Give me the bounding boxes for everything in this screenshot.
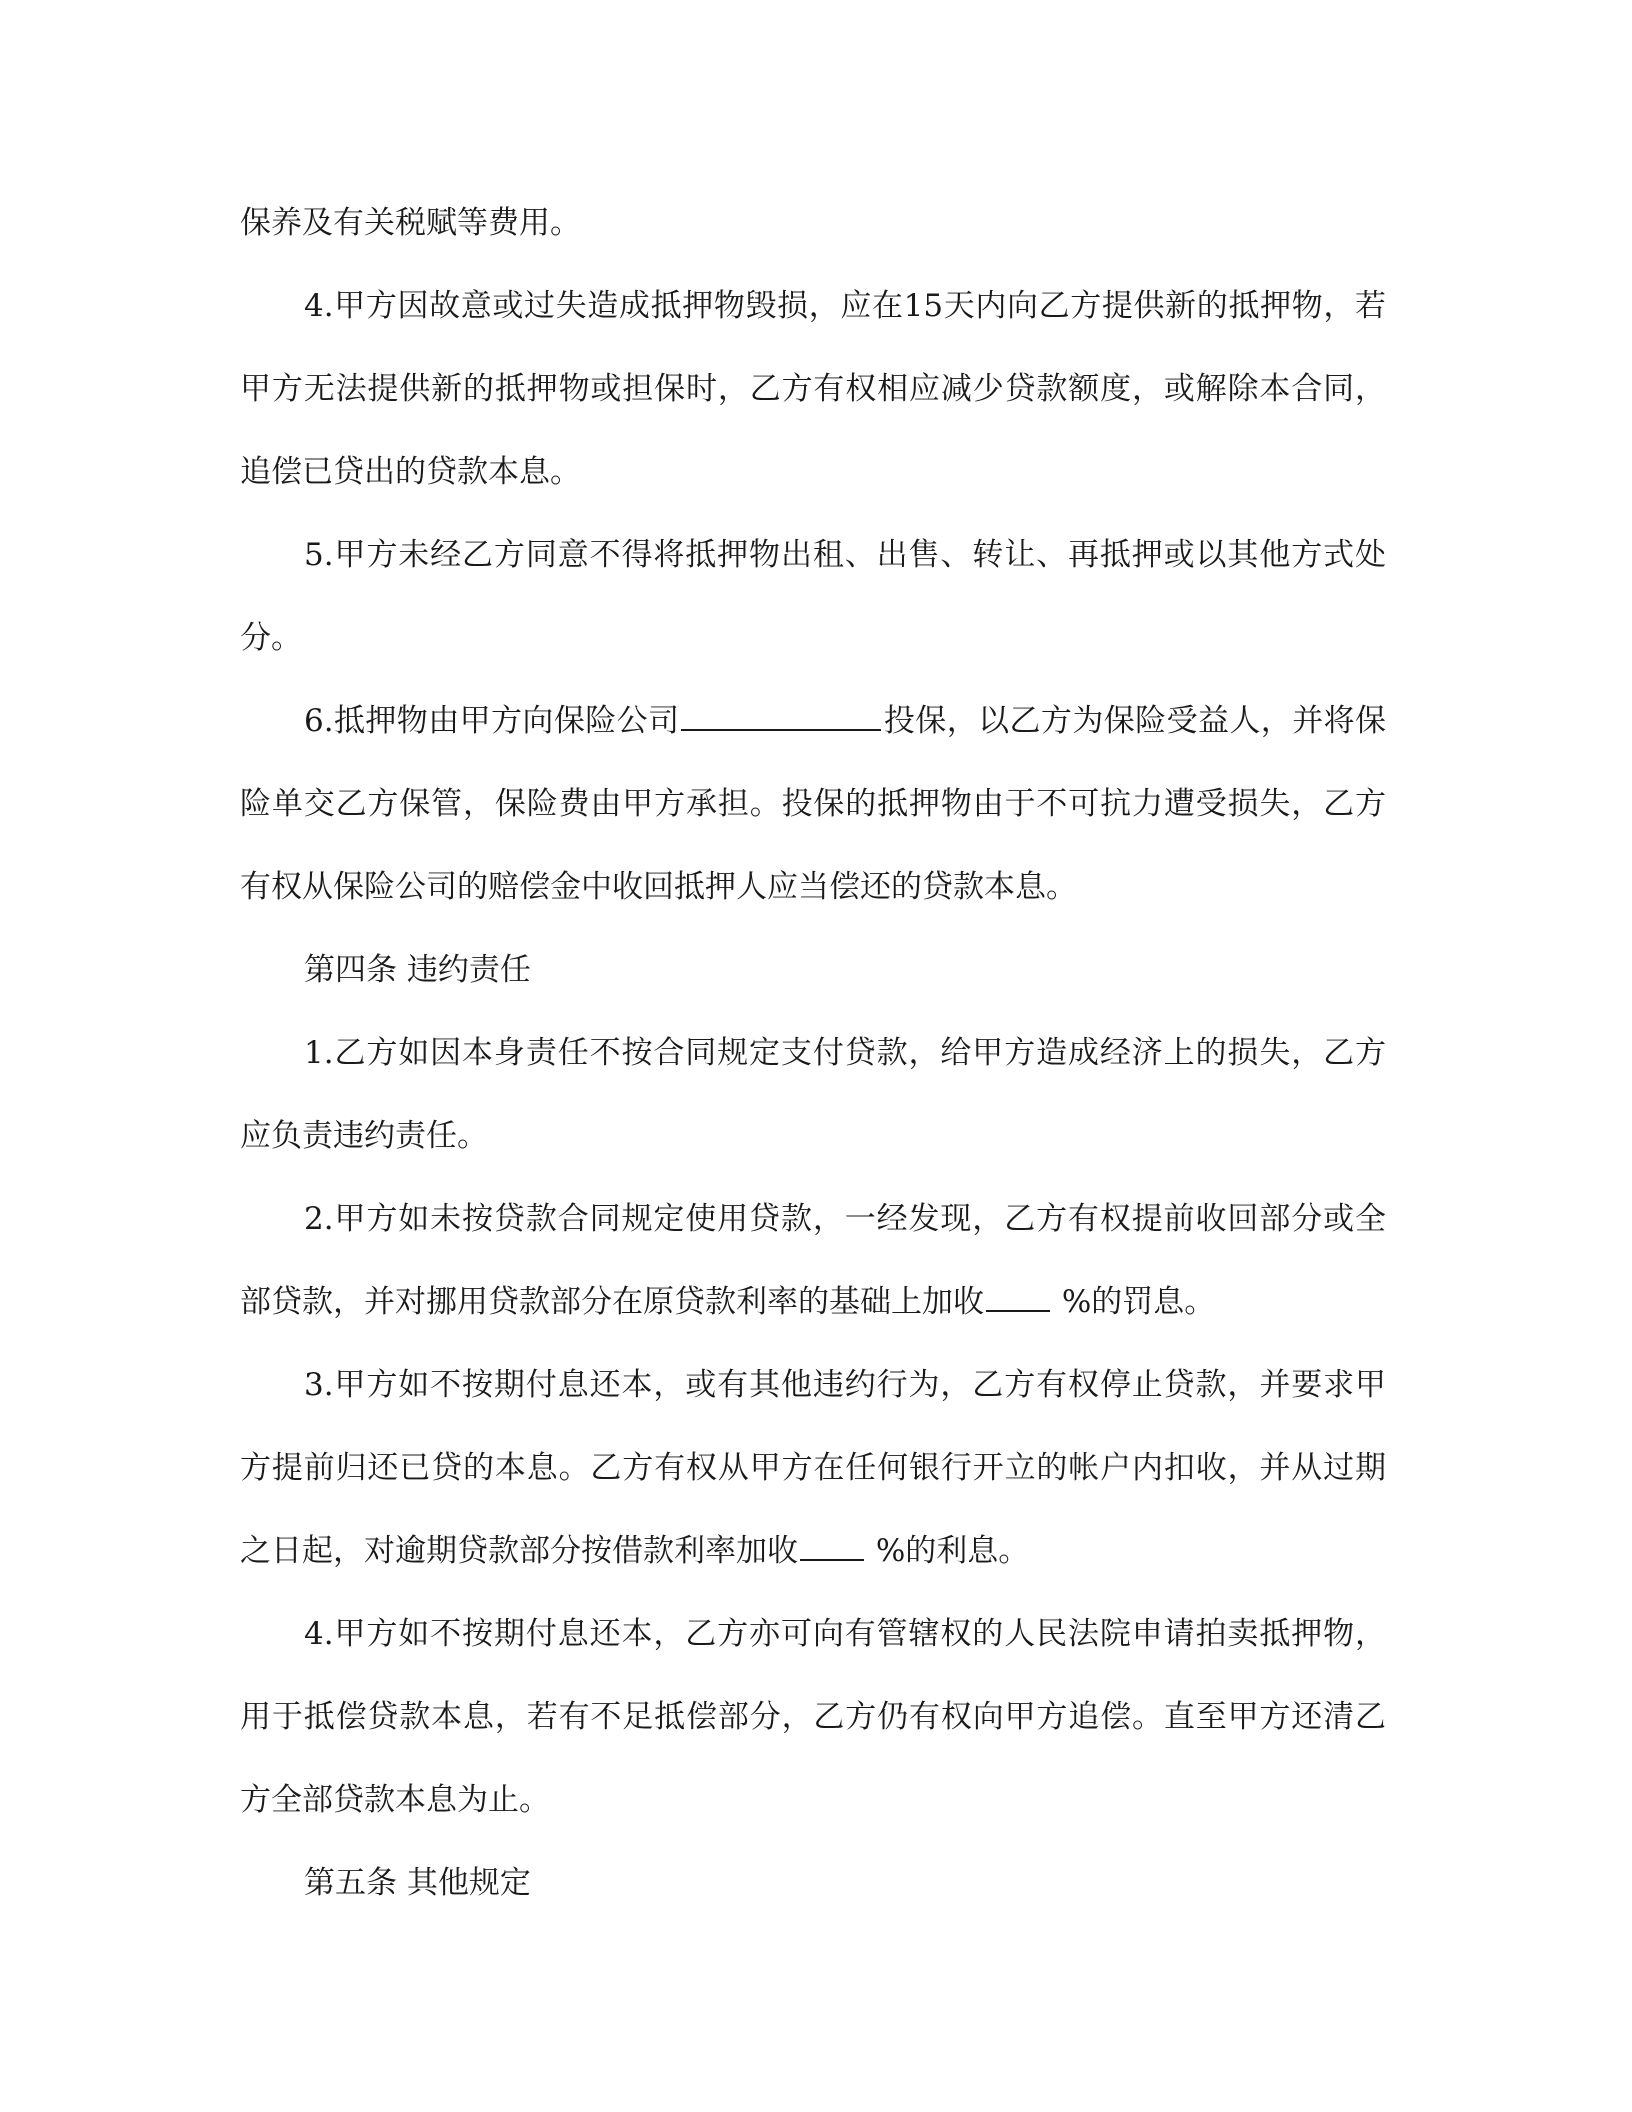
insurer-blank: [681, 698, 881, 731]
clause-3-6-end: 投保，以乙方为保险受益人，并将保险单交乙方保管，保险费由甲方承担。投保的抵押物由于不可抗力遭受损失，乙方有权从保险公司的赔偿金中收回抵押人应当偿还的贷款本息。: [240, 703, 1387, 905]
clause-3-4: 4.甲方因故意或过失造成抵押物毁损，应在15天内向乙方提供新的抵押物，若甲方无法提供新的抵押物或担保时，乙方有权相应减少贷款额度，或解除本合同，追偿已贷出的贷款本息。: [240, 288, 1386, 490]
clause-4-1: 1.乙方如因本身责任不按合同规定支付贷款，给甲方造成经济上的损失，乙方应负责违约责任。: [240, 1035, 1386, 1154]
paragraph-continuation: 保养及有关税赋等费用。: [240, 205, 581, 241]
article-5-heading: 第五条 其他规定: [304, 1865, 531, 1901]
clause-4-3-start: 3.甲方如不按期付息还本，或有其他违约行为，乙方有权停止贷款，并要求甲方提前归还已贷的本息。乙方有权从甲方在任何银行开立的帐户内扣收，并从过期之日起，对逾期贷款部分按借款利率加收: [240, 1367, 1386, 1569]
clause-4-2-start: 2.甲方如未按贷款合同规定使用贷款，一经发现，乙方有权提前收回部分或全部贷款，并对挪用贷款部分在原贷款利率的基础上加收: [240, 1201, 1386, 1320]
clause-4-3: [240, 1344, 1386, 1593]
interest-rate-blank: [800, 1528, 864, 1561]
clause-3-6: [240, 680, 1386, 929]
clause-4-2-end: %的罚息。: [1052, 1284, 1216, 1320]
clause-4-4: 4.甲方如不按期付息还本，乙方亦可向有管辖权的人民法院申请拍卖抵押物，用于抵偿贷款本息，若有不足抵偿部分，乙方仍有权向甲方追偿。直至甲方还清乙方全部贷款本息为止。: [240, 1616, 1386, 1818]
clause-3-5: 5.甲方未经乙方同意不得将抵押物出租、出售、转让、再抵押或以其他方式处分。: [240, 537, 1386, 656]
penalty-rate-blank: [986, 1279, 1050, 1312]
clause-3-6-start: 6.抵押物由甲方向保险公司: [304, 703, 680, 739]
article-4-heading: 第四条 违约责任: [304, 952, 531, 988]
clause-4-3-end: %的利息。: [866, 1533, 1030, 1569]
clause-4-2: [240, 1178, 1386, 1344]
document-body: [240, 182, 1386, 1925]
